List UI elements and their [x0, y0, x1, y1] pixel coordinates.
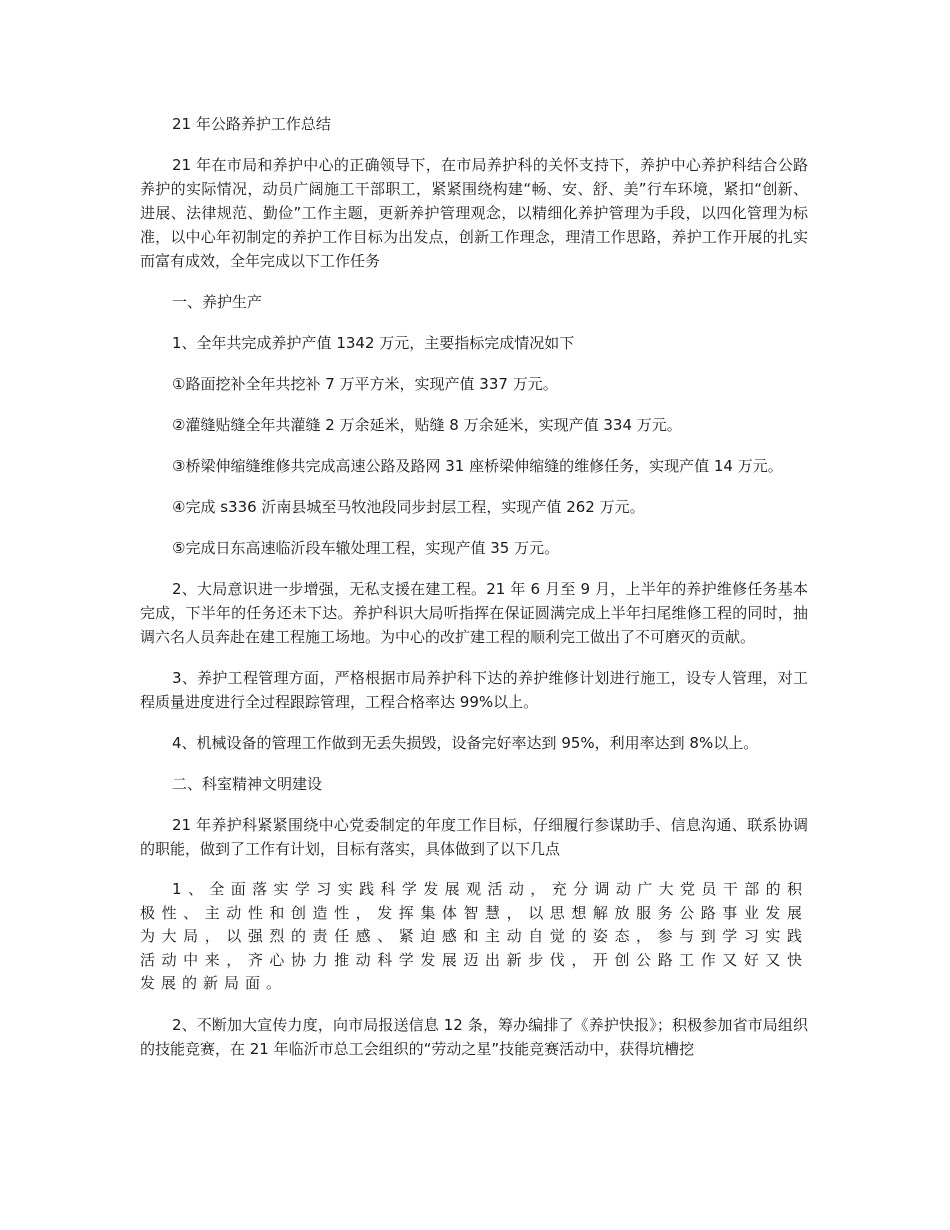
item-equipment-management: 4、机械设备的管理工作做到无丢失损毁，设备完好率达到 95%，利用率达到 8%以上。 [172, 734, 759, 752]
item-support-construction: 2、大局意识进一步增强，无私支援在建工程。21 年 6 月至 9 月，上半年的养护维修任务基本完成，下半年的任务还未下达。养护科识大局听指挥在保证圆满完成上半年扫尾维修工程的同时，抽调六名人员奔赴在建工程施工场地。为中心的改扩建工程的顺利完工做出了不可磨灭的贡献。 [140, 580, 808, 646]
item-scientific-development: 1、全面落实学习实践科学发展观活动，充分调动广大党员干部的积极性、主动性和创造性，发挥集体智慧，以思想解放服务公路事业发展为大局，以强烈的责任感、紧迫感和主动自觉的姿态，参与到学习实践活动中来，齐心协力推动科学发展迈出新步伐，开创公路工作又好又快发展的新局面。 [140, 880, 808, 992]
item-publicity: 2、不断加大宣传力度，向市局报送信息 12 条，筹办编排了《养护快报》；积极参加省市局组织的技能竞赛，在 21 年临沂市总工会组织的“劳动之星”技能竞赛活动中，获得坑槽挖 [140, 1015, 808, 1058]
civilization-intro-paragraph: 21 年养护科紧紧围绕中心党委制定的年度工作目标，仔细履行参谋助手、信息沟通、联系协调的职能，做到了工作有计划，目标有落实，具体做到了以下几点 [140, 816, 808, 858]
item-s336-seal-coat: ④完成 s336 沂南县城至马牧池段同步封层工程，实现产值 262 万元。 [172, 498, 645, 516]
item-rutting-treatment: ⑤完成日东高速临沂段车辙处理工程，实现产值 35 万元。 [172, 539, 560, 557]
item-pavement-patching: ①路面挖补全年共挖补 7 万平方米，实现产值 337 万元。 [172, 375, 558, 393]
item-total-output: 1、全年共完成养护产值 1342 万元，主要指标完成情况如下 [172, 334, 575, 352]
section-heading-maintenance-production: 一、养护生产 [172, 293, 263, 311]
intro-paragraph: 21 年在市局和养护中心的正确领导下，在市局养护科的关怀支持下，养护中心养护科结合公路养护的实际情况，动员广阔施工干部职工，紧紧围绕构建“畅、安、舒、美”行车环境，紧扣“创新、进展、法律规范、勤俭”工作主题，更新养护管理观念，以精细化养护管理为手段，以四化管理为标准，以中心年初制定的养护工作目标为出发点，创新工作理念，理清工作思路，养护工作开展的扎实而富有成效，全年完成以下工作任务 [140, 156, 808, 270]
section-heading-civilization: 二、科室精神文明建设 [172, 775, 323, 793]
item-bridge-expansion-joint: ③桥梁伸缩缝维修共完成高速公路及路网 31 座桥梁伸缩缝的维修任务，实现产值 14 万元。 [172, 457, 783, 475]
document-body [140, 112, 808, 1078]
item-project-management: 3、养护工程管理方面，严格根据市局养护科下达的养护维修计划进行施工，设专人管理，对工程质量进度进行全过程跟踪管理，工程合格率达 99%以上。 [140, 669, 808, 711]
document-title: 21 年公路养护工作总结 [172, 115, 331, 133]
item-crack-sealing: ②灌缝贴缝全年共灌缝 2 万余延米，贴缝 8 万余延米，实现产值 334 万元。 [172, 416, 682, 434]
